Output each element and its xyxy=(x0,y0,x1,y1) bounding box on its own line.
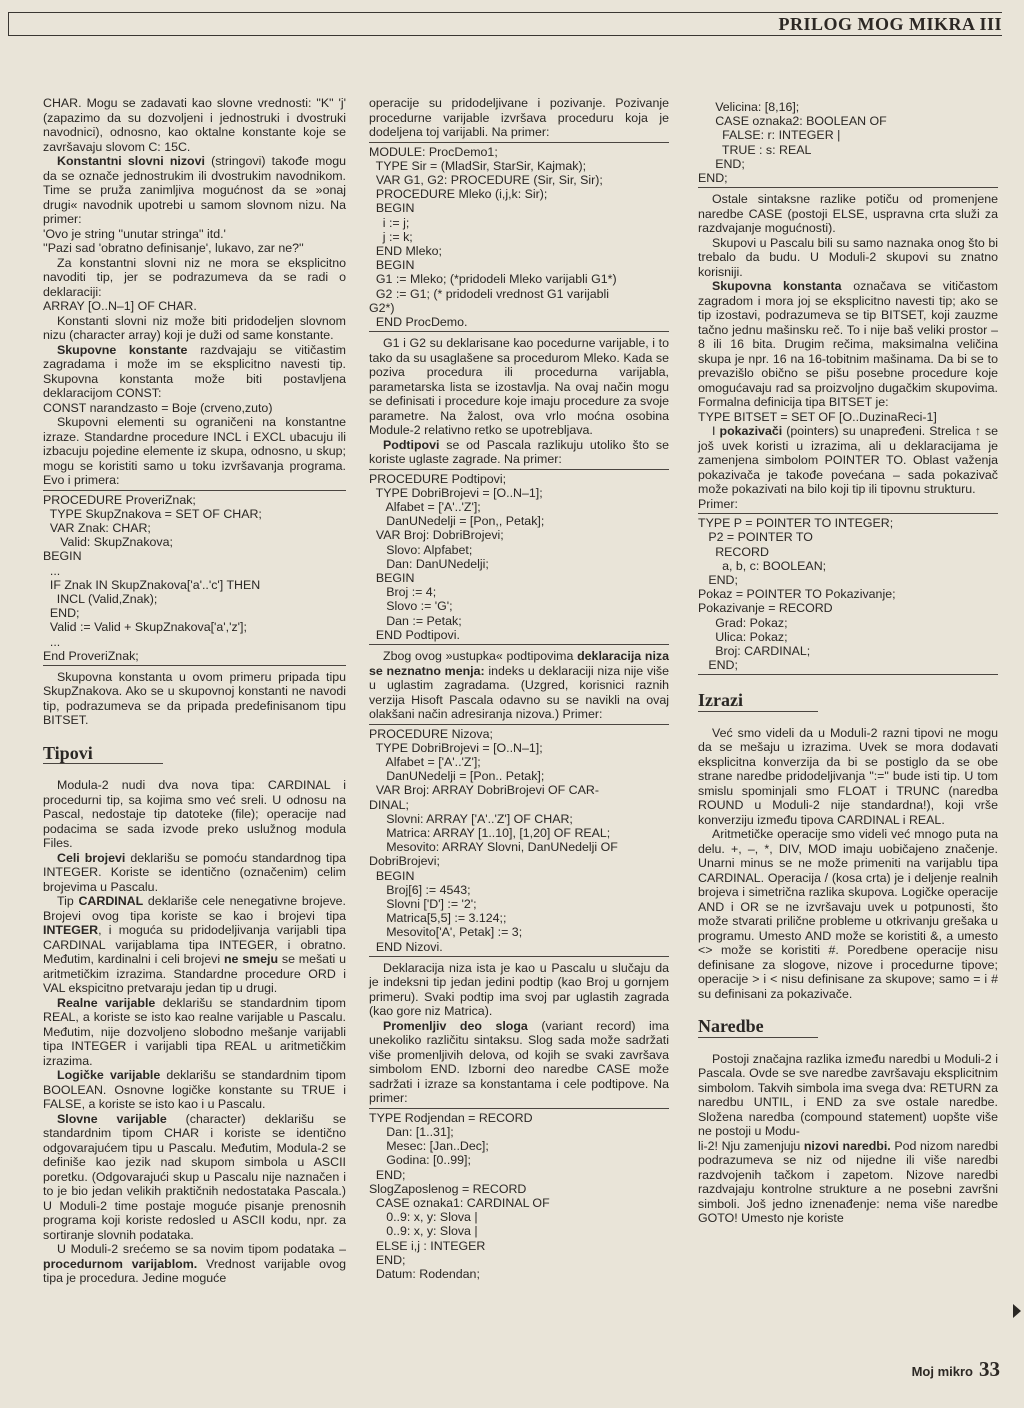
paragraph: Skupovni elementi su ograničeni na konstantne izraze. Standardne procedure INCL i EXCL ubacuju ili izbacuju pojedine elemente iz skupa, odnosno, u skup; mogu se koristiti samo u toku izvršavanja programa. Evo i primera: xyxy=(43,415,346,487)
paragraph: Ostale sintaksne razlike potiču od promenjene naredbe CASE (postoji ELSE, uspravna crta služi za razdvajanje mogućnosti). xyxy=(698,192,998,236)
paragraph: Postoji značajna razlika između naredbi u Moduli-2 i Pascala. Ovde se sve naredbe završavaju eksplicitnim simbolom. Takvih simbola ima svega dva: RETURN za naredbu UNTIL, i END za sve ostale naredbe. Složena naredba (compound statement) uopšte više ne postoji u Modu- xyxy=(698,1051,998,1139)
code-line: TYPE BITSET = SET OF [O..DuzinaReci-1] xyxy=(698,409,937,424)
code-listing: MODULE: ProcDemo1; TYPE Sir = (MladSir, StarSir, Kajmak); VAR G1, G2: PROCEDURE (Sir, Sir, Sir); PROCEDURE Mleko (i,j,k: Sir); BEGIN i := j; j := k; END Mleko; BEGIN G1 := Mleko; (*pridodeli Mleko varijabli G1*) G2 := G1; (* pridodeli vrednost G1 varijabli G2*) END ProcDemo. xyxy=(369,142,669,333)
paragraph: I pokazivači (pointers) su unapređeni. Strelica ↑ se još uvek koristi u izrazima, ali u deklaracijama je zamenjena simbolom POINTER TO. Oblast važenja pokazivača je takođe povećana – sada pokazivač može pokazivati na bilo koji tip ili tipovnu strukturu. xyxy=(698,424,998,497)
paragraph: Realne varijable deklarišu se standardnim tipom REAL, a koriste se isto kao realne varijable u Pascalu. Međutim, nije dozvoljeno slobodno mešanje varijabli tipa INTEGER i varijabli tipa REAL u aritmetičkim izrazima. xyxy=(43,995,347,1068)
running-header: PRILOG MOG MIKRA III xyxy=(778,14,1002,34)
paragraph: Već smo videli da u Moduli-2 razni tipovi ne mogu da se mešaju u izrazima. Uvek se mora dodavati eksplicitna konverzija da bi se postiglo da se obe strane naredbe pridodeljivanja ":=" bude isti tip. U tom smislu spominjali smo FLOAT i TRUNC (naredba ROUND u Moduli-2 nije standardna!), koji vrše konverziju između tipova CARDINAL i REAL. xyxy=(698,725,998,827)
paragraph: Tip CARDINAL deklariše cele nenegativne brojeve. Brojevi ovog tipa koriste se kao i brojevi tipa INTEGER, i moguća su pridodeljivanja varijabli tipa CARDINAL varijablama tipa INTEGER, i obratno. Međutim, kardinalni i celi brojevi ne smeju se mešati u aritmetičkim izrazima. Standardne procedure ORD i VAL ekspicitno pretvaraju jedan tip u drugi. xyxy=(43,894,346,996)
code-line: CONST narandzasto = Boje (crveno,zuto) xyxy=(43,400,273,415)
paragraph: Primer: xyxy=(698,496,738,511)
paragraph: operacije su pridodeljivane i pozivanje. Pozivanje procedurne varijable izvršava proceduru koja je dodeljena toj varijabli. Na primer: xyxy=(369,96,669,139)
paragraph: Konstantni slovni nizovi (stringovi) takođe mogu da se označe jednostrukim ili dvostrukim navodnikom. Time se pruža zanimljiva mogućnost da se »onaj drugi« navodnik upotrebi u samom slovnom nizu. Na primer: xyxy=(43,154,346,226)
code-listing: TYPE P = POINTER TO INTEGER; P2 = POINTER TO RECORD a, b, c: BOOLEAN; END; Pokaz = POINTER TO Pokazivanje; Pokazivanje = RECORD Grad: Pokaz; Ulica: Pokaz; Broj: CARDINAL; END; xyxy=(698,513,998,675)
quote-line: ''Pazi sad 'obratno definisanje', lukavo, zar ne?'' xyxy=(43,241,304,255)
column-2 xyxy=(369,96,669,1287)
paragraph: Celi brojevi deklarišu se pomoću standardnog tipa INTEGER. Koriste se identično (označenim) celim brojevima u Pascalu. xyxy=(43,850,346,894)
paragraph: Skupovne konstante razdvajaju se vitičastim zagradama i može im se eksplicitno navesti tip. Skupovna konstanta može biti postavljena deklaracijom CONST: xyxy=(43,342,346,400)
paragraph: Skupovi u Pascalu bili su samo naznaka onog što bi trebalo da budu. U Moduli-2 skupovi su znatno korisniji. xyxy=(698,235,998,279)
paragraph: li-2! Nju zamenjuju nizovi naredbi. Pod nizom naredbi podrazumeva se niz od nijedne ili više naredbi razdvojenih tačkom i zapetom. Nizove naredbi razdvajaju kontrolne strukture a ne posebni završni simboli. Još jedno iznenađenje: nema više naredbe GOTO! Umesto nje koriste xyxy=(698,1138,998,1226)
paragraph: Za konstantni slovni niz ne mora se eksplicitno navoditi tip, jer se podrazumeva da se radi o deklaraciji: xyxy=(43,255,346,299)
paragraph: Skupovna konstanta označava se vitičastom zagradom i mora joj se eksplicitno navesti tip; ako se tip izostavi, podrazumeva se tip BITSET, koji zauzme tačno jednu mašinsku reč. To i nije baš veliki prostor – 8 ili 16 bita. Drugim rečima, maksimalna veličina skupa je npr. 16 na 16-tobitnim mašinama. Da bi se to prevazišlo obično se pišu posebne procedure koje omogućavaju rad sa proizvoljno dugačkim skupovima. Formalna definicija tipa BITSET je: xyxy=(698,279,998,410)
paragraph: Skupovna konstanta u ovom primeru pripada tipu SkupZnakova. Ako se u skupovnoj konstanti ne navodi tip, podrazumeva se da pripada predefinisanom tipu BITSET. xyxy=(43,669,346,728)
code-listing: TYPE Rodjendan = RECORD Dan: [1..31]; Mesec: [Jan..Dec]; Godina: [0..99]; END; SlogZaposlenog = RECORD CASE oznaka1: CARDINAL OF 0..9: x, y: Slova | 0..9: x, y: Slova | ELSE i,j : INTEGER END; Datum: Rodendan; xyxy=(369,1108,669,1283)
code-listing: PROCEDURE ProveriZnak; TYPE SkupZnakova = SET OF CHAR; VAR Znak: CHAR; Valid: SkupZnakova; BEGIN ... IF Znak IN SkupZnakova['a'..'c'] THEN INCL (Valid,Znak); END; Valid := Valid + SkupZnakova['a','z']; ... End ProveriZnak; xyxy=(43,490,346,666)
paragraph: Modula-2 nudi dva nova tipa: CARDINAL i procedurni tip, sa kojima smo već sreli. U odnosu na Pascal, nedostaje tip datoteke (file); operacije nad podacima se sada izvode preko uslužnog modula Files. xyxy=(43,778,346,851)
paragraph: Konstanti slovni niz može biti pridodeljen slovnom nizu (character array) koji je duži od same konstante. xyxy=(43,313,346,342)
code-listing: PROCEDURE Podtipovi; TYPE DobriBrojevi = [O..N–1]; Alfabet = ['A'..'Z']; DanUNedelji = [Pon,, Petak]; VAR Broj: DobriBrojevi; Slovo: Alpfabet; Dan: DanUNedelji; BEGIN Broj := 4; Slovo := 'G'; Dan := Petak; END Podtipovi. xyxy=(369,469,669,645)
page-number: 33 xyxy=(979,1357,1000,1381)
paragraph: Aritmetičke operacije smo videli već mnogo puta na delu. +, –, *, DIV, MOD imaju uobičajeno značenje. Unarni minus se ne može primeniti na varijablu tipa CARDINAL. Operacija / (kosa crta) je i deljenje realnih brojeva i simetrična razlika skupova. Logičke operacije AND i OR se ne izvršavaju uvek u potpunosti, što može stvarati prilične probleme u otkrivanju grešaka u programu. Umesto AND može se koristiti &, a umesto <> može se koristiti #. Poredbene operacije nisu definisane za slogove, nizove i procedurne tipove; operacije > i < nisu definisane za skupove; samo = i # su definisani za pokazivače. xyxy=(698,827,998,1001)
column-1 xyxy=(43,96,346,1286)
section-heading-izrazi: Izrazi xyxy=(698,693,818,712)
paragraph: U Moduli-2 srećemo se sa novim tipom podataka – procedurnom varijablom. Vrednost varijable ovog tipa je procedura. Jedine moguće xyxy=(43,1242,346,1286)
paragraph: Zbog ovog »ustupka« podtipovima deklaracija niza se neznatno menja: indeks u deklaraciji niza nije više u uglastim zagradama. (Uzgred, korisnici raznih verzija Hisoft Pascala odavno su se navikli na ovaj olakšani način adresiranja nizova.) Primer: xyxy=(369,649,670,722)
paragraph: Logičke varijable deklarišu se standardnim tipom BOOLEAN. Osnovne logičke konstante su TRUE i FALSE, a koriste se isto kao i u Pascalu. xyxy=(43,1068,346,1112)
column-3 xyxy=(698,96,998,1226)
page-footer xyxy=(912,1357,1000,1382)
code-line: ARRAY [O..N–1] OF CHAR. xyxy=(43,299,197,313)
paragraph: CHAR. Mogu se zadavati kao slovne vrednosti: "K" 'j' (zapazimo da su dozvoljeni i jednostruki i dvostruki navodnici), odnosno, kao oktalne konstante koje se završavaju slovom C: 15C. xyxy=(43,96,346,154)
section-heading-tipovi: Tipovi xyxy=(43,746,163,765)
paragraph: Podtipovi se od Pascala razlikuju utoliko što se koriste uglaste zagrade. Na primer: xyxy=(369,437,669,467)
code-listing: Velicina: [8,16]; CASE oznaka2: BOOLEAN OF FALSE: r: INTEGER | TRUE : s: REAL END; END; xyxy=(698,98,998,188)
code-listing: PROCEDURE Nizova; TYPE DobriBrojevi = [O..N–1]; Alfabet = ['A'..'Z']; DanUNedelji = [Pon.. Petak]; VAR Broj: ARRAY DobriBrojevi OF CAR- DINAL; Slovni: ARRAY ['A'..'Z'] OF CHAR; Matrica: ARRAY [1..10], [1,20] OF REAL; Mesovito: ARRAY Slovni, DanUNedelji OF DobriBrojevi; BEGIN Broj[6] := 4543; Slovni ['D'] := '2'; Matrica[5,5] := 3.124;; Mesovito['A', Petak] := 3; END Nizovi. xyxy=(369,724,669,957)
paragraph: G1 i G2 su deklarisane kao pocedurne varijable, i to tako da su usaglašene sa procedurom Mleko. Kada se poziva procedura ili procedurna varijabla, parametarska lista se izostavlja. Na ovaj način mogu se definisati i procedure koje imaju procedure za svoje parametre. Na žalost, ova vrlo moćna osobina Module-2 relativno retko se upotrebljava. xyxy=(369,336,669,438)
continue-arrow-icon xyxy=(1013,1304,1021,1318)
paragraph: Deklaracija niza ista je kao u Pascalu u slučaju da je indeksni tip jedan jedini podtip (kao Broj u gornjem primeru). Svaki podtip ima svoj par uglastih zagrada (kao gore niz Matrica). xyxy=(369,960,669,1019)
paragraph: Slovne varijable (character) deklarišu se standardnim tipom CHAR i koriste se identično odgovarajućem tipu u Pascalu. Međutim, Modula-2 se definiše kao jezik nad skupom simbola u ASCII poretku. (Odgovarajući skup u Pascalu nije naznačen i to je bio jedan velikih praktičnih nedostataka Pascala.) U Moduli-2 time postaje moguće pisanje prenosnih programa koji koriste redosled u ASCII kodu, npr. za sortiranje slovnih podataka. xyxy=(43,1111,347,1242)
section-heading-naredbe: Naredbe xyxy=(698,1019,818,1038)
paragraph: Promenljiv deo sloga (variant record) ima unekoliko različitu sintaksu. Slog sada može sadržati više promenljivih delova, od kojih se svaki završava simbolom END. Izborni deo naredbe CASE može sadržati i izraze sa konstantama i cele podtipove. Na primer: xyxy=(369,1018,669,1106)
quote-line: 'Ovo je string ''unutar stringa'' itd.' xyxy=(43,226,226,241)
magazine-name: Moj mikro xyxy=(911,1364,973,1379)
